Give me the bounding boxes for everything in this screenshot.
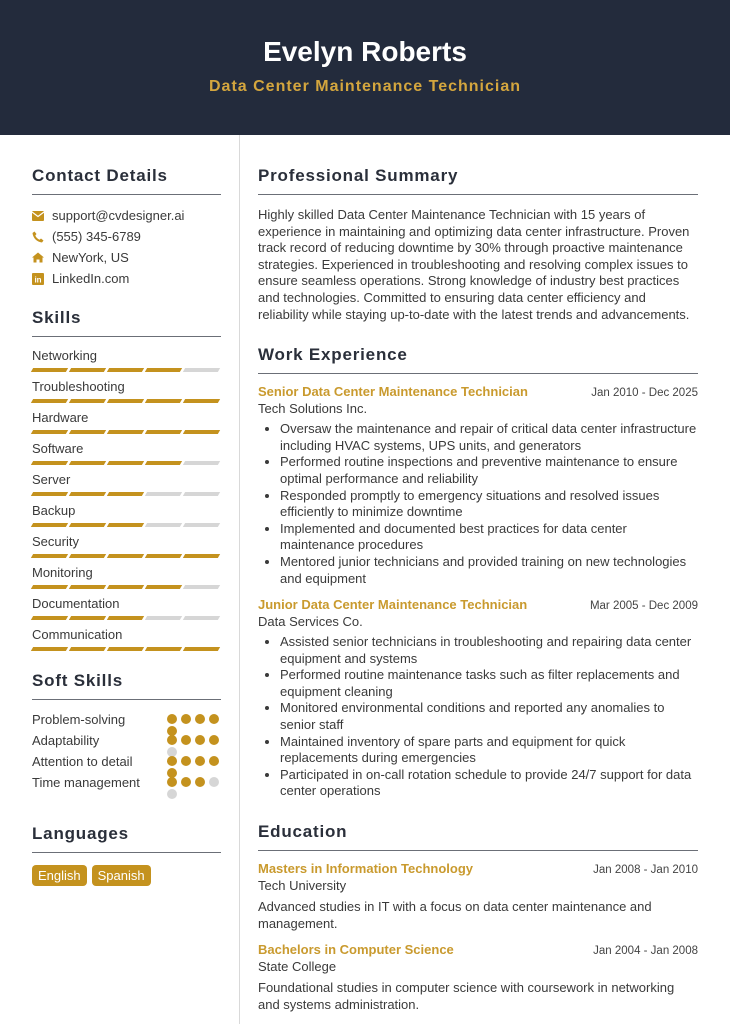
skill-item bbox=[32, 409, 221, 434]
skill-rating-bar bbox=[32, 430, 221, 434]
rating-segment bbox=[31, 430, 68, 434]
rating-segment bbox=[145, 430, 182, 434]
rating-segment bbox=[183, 492, 220, 496]
job-bullets bbox=[258, 634, 698, 800]
rating-segment bbox=[183, 399, 220, 403]
rating-segment bbox=[107, 647, 144, 651]
skills-heading: Skills bbox=[32, 308, 221, 337]
rating-segment bbox=[31, 368, 68, 372]
job-bullet: • Maintained inventory of spare parts and equipment for quick replacements during emergencies bbox=[280, 734, 698, 767]
language-badge: Spanish bbox=[92, 865, 151, 886]
rating-segment bbox=[31, 461, 68, 465]
rating-segment bbox=[183, 554, 220, 558]
skill-rating-bar bbox=[32, 399, 221, 403]
skill-item bbox=[32, 347, 221, 372]
candidate-title: Data Center Maintenance Technician bbox=[209, 78, 521, 95]
rating-segment bbox=[69, 616, 106, 620]
job-bullet: • Participated in on-call rotation schedule to provide 24/7 support for data center operations bbox=[280, 767, 698, 800]
rating-segment bbox=[145, 616, 182, 620]
rating-segment bbox=[107, 461, 144, 465]
summary-heading: Professional Summary bbox=[258, 166, 698, 195]
languages-heading: Languages bbox=[32, 824, 221, 853]
skill-label: Security bbox=[32, 534, 79, 549]
job-bullet: • Monitored environmental conditions and reported any anomalies to senior staff bbox=[280, 700, 698, 733]
education-dates: Jan 2008 - Jan 2010 bbox=[593, 864, 698, 877]
job-dates: Mar 2005 - Dec 2009 bbox=[589, 600, 698, 613]
rating-segment bbox=[145, 368, 182, 372]
rating-dot bbox=[167, 756, 177, 766]
rating-dot bbox=[209, 735, 219, 745]
rating-segment bbox=[107, 430, 144, 434]
main-content bbox=[258, 135, 698, 1013]
degree-title: Masters in Information Technology bbox=[258, 861, 474, 877]
skill-item bbox=[32, 440, 221, 465]
svg-text:in: in bbox=[34, 275, 42, 284]
soft-skills-heading: Soft Skills bbox=[32, 671, 221, 700]
skill-rating-bar bbox=[32, 647, 221, 651]
rating-segment bbox=[145, 647, 182, 651]
contact-email[interactable] bbox=[32, 205, 221, 226]
education-heading: Education bbox=[258, 822, 698, 851]
contact-linkedin-text: LinkedIn.com bbox=[52, 271, 130, 286]
soft-skill-label: Adaptability bbox=[32, 733, 100, 748]
rating-dot bbox=[209, 756, 219, 766]
skills-list bbox=[32, 347, 221, 651]
rating-segment bbox=[183, 430, 220, 434]
contact-email-text: support@cvdesigner.ai bbox=[52, 208, 185, 223]
rating-segment bbox=[69, 647, 106, 651]
rating-dot bbox=[195, 756, 205, 766]
rating-segment bbox=[31, 554, 68, 558]
job-bullet: • Oversaw the maintenance and repair of critical data center infrastructure including HVAC systems, UPS units, and generators bbox=[280, 421, 698, 454]
rating-segment bbox=[183, 523, 220, 527]
skill-item bbox=[32, 595, 221, 620]
school-name: Tech University bbox=[258, 878, 347, 894]
languages-section bbox=[32, 824, 221, 886]
soft-skills-section bbox=[32, 671, 221, 796]
rating-segment bbox=[145, 461, 182, 465]
skills-section bbox=[32, 308, 221, 651]
job-dates: Jan 2010 - Dec 2025 bbox=[591, 387, 698, 400]
rating-segment bbox=[107, 368, 144, 372]
skill-item bbox=[32, 533, 221, 558]
soft-skill-item bbox=[32, 712, 221, 733]
rating-segment bbox=[107, 492, 144, 496]
skill-rating-bar bbox=[32, 523, 221, 527]
soft-skill-rating-dots bbox=[167, 712, 221, 725]
skill-label: Networking bbox=[32, 348, 98, 363]
rating-segment bbox=[145, 492, 182, 496]
experience-heading: Work Experience bbox=[258, 345, 698, 374]
contact-location bbox=[32, 247, 221, 268]
rating-segment bbox=[107, 554, 144, 558]
skill-rating-bar bbox=[32, 585, 221, 589]
education-section bbox=[258, 822, 698, 1013]
column-divider bbox=[239, 135, 240, 1024]
rating-segment bbox=[69, 554, 106, 558]
soft-skills-list bbox=[32, 712, 221, 796]
education-dates: Jan 2004 - Jan 2008 bbox=[593, 945, 698, 958]
skill-label: Backup bbox=[32, 503, 76, 518]
job-bullet: • Mentored junior technicians and provided training on new technologies and equipment bbox=[280, 554, 698, 587]
job-entry bbox=[258, 597, 698, 800]
rating-segment bbox=[31, 647, 68, 651]
rating-segment bbox=[145, 554, 182, 558]
skill-label: Server bbox=[32, 472, 71, 487]
rating-segment bbox=[145, 399, 182, 403]
soft-skill-label: Attention to detail bbox=[32, 754, 133, 769]
rating-dot bbox=[167, 777, 177, 787]
skill-rating-bar bbox=[32, 616, 221, 620]
skill-item bbox=[32, 564, 221, 589]
soft-skill-rating-dots bbox=[167, 733, 221, 746]
job-bullet: • Responded promptly to emergency situations and resolved issues efficiently to minimize downtime bbox=[280, 488, 698, 521]
contact-phone[interactable] bbox=[32, 226, 221, 247]
rating-segment bbox=[31, 585, 68, 589]
rating-segment bbox=[183, 461, 220, 465]
rating-dot bbox=[181, 777, 191, 787]
degree-title: Bachelors in Computer Science bbox=[258, 942, 454, 958]
rating-segment bbox=[69, 492, 106, 496]
rating-segment bbox=[183, 368, 220, 372]
rating-dot bbox=[209, 714, 219, 724]
rating-dot bbox=[167, 735, 177, 745]
rating-segment bbox=[183, 647, 220, 651]
rating-dot bbox=[209, 777, 219, 787]
rating-segment bbox=[69, 430, 106, 434]
experience-section bbox=[258, 345, 698, 800]
envelope-icon bbox=[32, 210, 44, 222]
rating-segment bbox=[31, 492, 68, 496]
soft-skill-label: Time management bbox=[32, 775, 140, 790]
job-bullets bbox=[258, 421, 698, 587]
job-company: Data Services Co. bbox=[258, 614, 363, 630]
skill-label: Software bbox=[32, 441, 84, 456]
rating-dot bbox=[181, 756, 191, 766]
soft-skill-rating-dots bbox=[167, 775, 221, 788]
home-icon bbox=[32, 252, 44, 264]
summary-section bbox=[258, 166, 698, 323]
rating-segment bbox=[145, 523, 182, 527]
job-title: Junior Data Center Maintenance Technician bbox=[258, 597, 528, 613]
contact-phone-text: (555) 345-6789 bbox=[52, 229, 141, 244]
rating-dot bbox=[195, 714, 205, 724]
rating-segment bbox=[69, 523, 106, 527]
rating-segment bbox=[107, 616, 144, 620]
rating-segment bbox=[107, 399, 144, 403]
skill-label: Monitoring bbox=[32, 565, 93, 580]
rating-segment bbox=[107, 523, 144, 527]
skill-item bbox=[32, 502, 221, 527]
job-bullet: • Implemented and documented best practices for data center maintenance procedures bbox=[280, 521, 698, 554]
skill-item bbox=[32, 378, 221, 403]
skill-item bbox=[32, 626, 221, 651]
job-company: Tech Solutions Inc. bbox=[258, 401, 368, 417]
job-title: Senior Data Center Maintenance Technician bbox=[258, 384, 528, 400]
language-badge: English bbox=[32, 865, 87, 886]
job-bullet: • Assisted senior technicians in troubleshooting and repairing data center equipment and systems bbox=[280, 634, 698, 667]
rating-dot bbox=[167, 714, 177, 724]
rating-dot bbox=[167, 789, 177, 799]
rating-segment bbox=[107, 585, 144, 589]
rating-segment bbox=[31, 523, 68, 527]
rating-dot bbox=[181, 735, 191, 745]
contact-location-text: NewYork, US bbox=[52, 250, 129, 265]
education-entry bbox=[258, 942, 698, 1013]
skill-rating-bar bbox=[32, 554, 221, 558]
education-entry bbox=[258, 861, 698, 932]
skill-label: Troubleshooting bbox=[32, 379, 125, 394]
contact-section bbox=[32, 166, 221, 289]
rating-segment bbox=[69, 461, 106, 465]
rating-segment bbox=[69, 399, 106, 403]
job-bullet: • Performed routine maintenance tasks such as filter replacements and equipment cleaning bbox=[280, 667, 698, 700]
education-description: Advanced studies in IT with a focus on data center maintenance and management. bbox=[258, 899, 652, 931]
rating-dot bbox=[181, 714, 191, 724]
skill-rating-bar bbox=[32, 492, 221, 496]
soft-skill-label: Problem-solving bbox=[32, 712, 126, 727]
rating-segment bbox=[183, 616, 220, 620]
job-entry bbox=[258, 384, 698, 587]
languages-list bbox=[32, 865, 221, 886]
skill-label: Hardware bbox=[32, 410, 89, 425]
soft-skill-item bbox=[32, 754, 221, 775]
soft-skill-item bbox=[32, 733, 221, 754]
soft-skill-rating-dots bbox=[167, 754, 221, 767]
phone-icon bbox=[32, 231, 44, 243]
rating-segment bbox=[31, 399, 68, 403]
summary-text: Highly skilled Data Center Maintenance Technician with 15 years of experience in maintaining and optimizing data center infrastructure. Proven track record of reducing downtime by 30% through proactive maintenance strategies. Experienced in troubleshooting and resolving complex issues to ensure seamless operations. Strong knowledge of industry best practices and technologies. Committed to ensuring data center efficiency and reliability while staying up-to-date with the latest trends and advancements. bbox=[258, 207, 690, 322]
rating-dot bbox=[195, 735, 205, 745]
skill-label: Documentation bbox=[32, 596, 120, 611]
sidebar bbox=[32, 135, 221, 886]
resume-header bbox=[0, 0, 730, 135]
skill-rating-bar bbox=[32, 461, 221, 465]
contact-linkedin[interactable] bbox=[32, 268, 221, 289]
skill-rating-bar bbox=[32, 368, 221, 372]
rating-segment bbox=[145, 585, 182, 589]
linkedin-icon bbox=[32, 273, 44, 285]
soft-skill-item bbox=[32, 775, 221, 796]
skill-item bbox=[32, 471, 221, 496]
candidate-name: Evelyn Roberts bbox=[263, 36, 467, 67]
contact-heading: Contact Details bbox=[32, 166, 221, 195]
rating-segment bbox=[31, 616, 68, 620]
rating-segment bbox=[69, 585, 106, 589]
school-name: State College bbox=[258, 959, 337, 975]
rating-dot bbox=[195, 777, 205, 787]
skill-label: Communication bbox=[32, 627, 123, 642]
job-bullet: • Performed routine inspections and preventive maintenance to ensure optimal performance and reliability bbox=[280, 454, 698, 487]
rating-segment bbox=[183, 585, 220, 589]
education-description: Foundational studies in computer science with coursework in networking and systems administration. bbox=[258, 980, 675, 1012]
rating-segment bbox=[69, 368, 106, 372]
